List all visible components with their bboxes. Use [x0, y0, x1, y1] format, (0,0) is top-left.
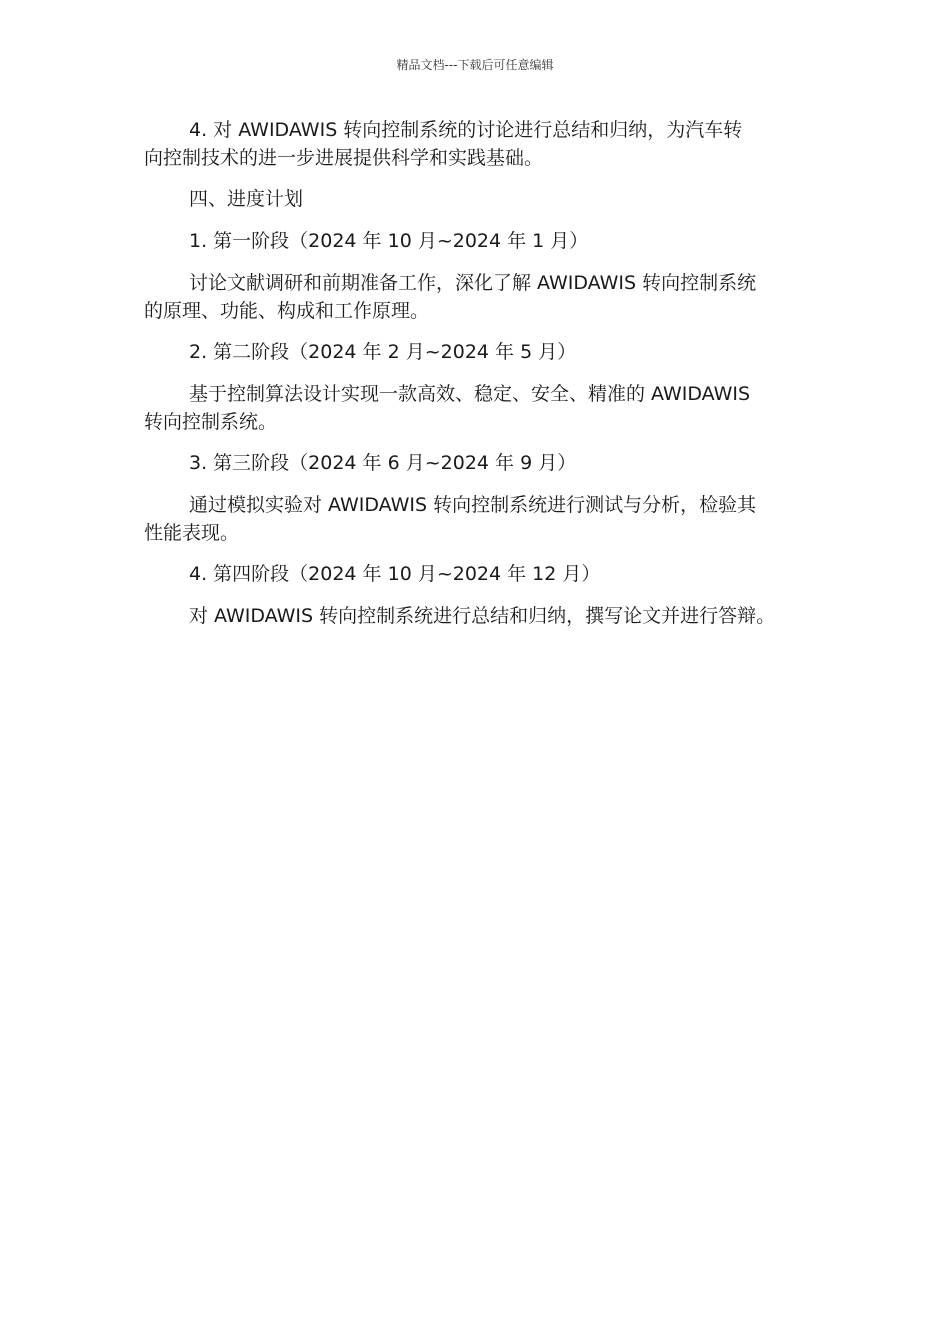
stage-4-description: 对 AWIDAWIS 转向控制系统进行总结和归纳，撰写论文并进行答辩。 — [189, 605, 776, 627]
stage-2-description: 基于控制算法设计实现一款高效、稳定、安全、精准的 AWIDAWIS 转向控制系统。 — [144, 383, 751, 433]
section-heading-schedule: 四、进度计划 — [189, 188, 304, 210]
stage-2-heading: 2. 第二阶段（2024 年 2 月~2024 年 5 月） — [189, 341, 577, 363]
stage-1-description: 讨论文献调研和前期准备工作，深化了解 AWIDAWIS 转向控制系统 的原理、功能、构成和工作原理。 — [144, 272, 757, 322]
page-header: 精品文档---下载后可任意编辑 — [396, 58, 554, 72]
stage-1-heading: 1. 第一阶段（2024 年 10 月~2024 年 1 月） — [189, 230, 589, 252]
stage-3-heading: 3. 第三阶段（2024 年 6 月~2024 年 9 月） — [189, 452, 577, 474]
document-body — [144, 116, 824, 643]
stage-4-heading: 4. 第四阶段（2024 年 10 月~2024 年 12 月） — [189, 563, 601, 585]
stage-3-description: 通过模拟实验对 AWIDAWIS 转向控制系统进行测试与分析，检验其 性能表现。 — [144, 494, 757, 544]
paragraph-summary-goal: 4. 对 AWIDAWIS 转向控制系统的讨论进行总结和归纳，为汽车转 向控制技术的进一步进展提供科学和实践基础。 — [144, 119, 743, 169]
